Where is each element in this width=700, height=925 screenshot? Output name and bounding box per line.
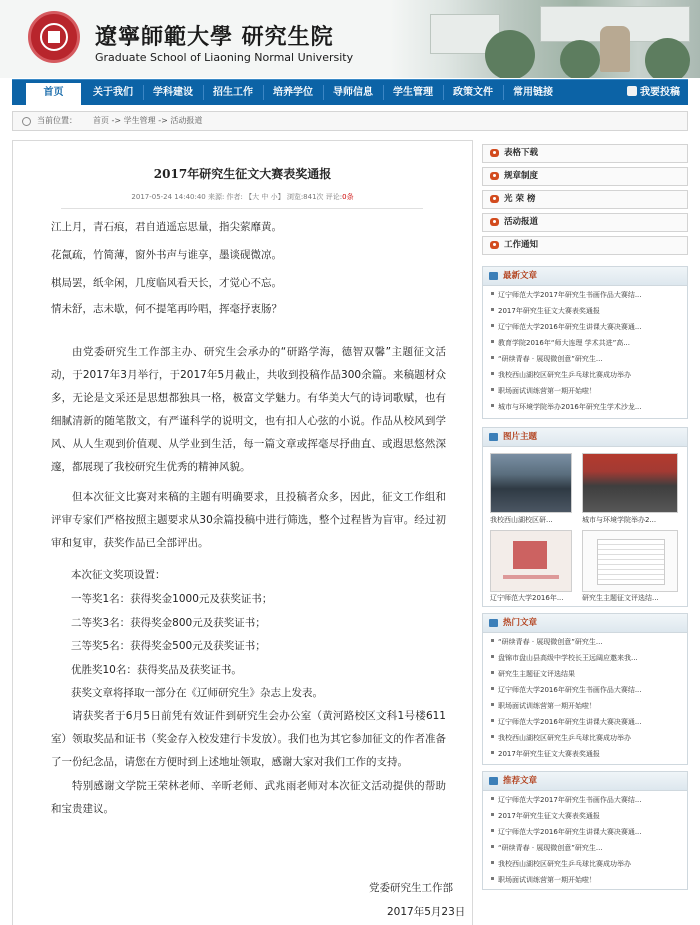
list-item[interactable]: 辽宁师范大学2017年研究生书画作品大赛结... <box>491 794 681 806</box>
latest-articles-box <box>482 266 688 419</box>
award-item: 优胜奖10名：获得奖品及获奖证书。 <box>71 664 242 676</box>
nav-links[interactable]: 常用链接 <box>513 87 553 98</box>
recommended-articles-box <box>482 771 688 890</box>
hot-articles-title: 热门文章 <box>483 614 687 633</box>
poem-line: 情未舒，志未歇，何不提笔再吟唱，挥毫抒衷肠？ <box>51 303 282 315</box>
bullet-icon <box>490 241 499 249</box>
bullet-icon <box>490 149 499 157</box>
list-item[interactable]: 2017年研究生征文大赛表奖通报 <box>491 810 681 822</box>
poem-line: 花氤疏，竹简薄，窗外书声与谁享，墨谈砚微凉。 <box>51 249 282 261</box>
quick-link-label: 光 荣 榜 <box>504 194 536 204</box>
nav-student-affairs[interactable]: 学生管理 <box>393 87 433 98</box>
article-paragraph: 但本次征文比赛对来稿的主题有明确要求，且投稿者众多，因此，征文工作组和评审专家们严格按照主题要求从30余篇投稿中进行筛选，整个过程皆为盲审。经过初审和复审，获奖作品已全部评出。 <box>51 491 446 549</box>
award-item: 三等奖5名：获得奖金500元及获奖证书； <box>71 640 266 652</box>
photo-thumbnail[interactable] <box>490 530 572 592</box>
award-item: 二等奖3名：获得奖金800元及获奖证书； <box>71 617 266 629</box>
quick-link-label: 规章制度 <box>504 171 539 181</box>
quick-link-notices[interactable] <box>482 236 688 255</box>
list-item[interactable]: 职场面试训练营第一期开始啦！ <box>491 385 681 397</box>
quick-link-reports[interactable] <box>482 213 688 232</box>
photo-thumbnail[interactable] <box>582 530 678 592</box>
nav-about[interactable]: 关于我们 <box>93 87 133 98</box>
pencil-icon <box>627 86 637 96</box>
breadcrumb-label: 当前位置： <box>37 116 77 125</box>
nav-training[interactable]: 培养学位 <box>273 87 313 98</box>
location-icon <box>22 117 31 126</box>
awards-intro: 本次征文奖项设置： <box>71 569 166 581</box>
list-item[interactable]: “研续青春 · 展现微创意”研究生... <box>491 842 681 854</box>
list-item[interactable]: “研续青春 · 展现微创意”研究生... <box>491 636 681 648</box>
list-item[interactable]: 盘锦市盘山县高级中学校长王远阔应邀来我... <box>491 652 681 664</box>
quick-link-label: 表格下载 <box>504 148 539 158</box>
list-item[interactable]: 2017年研究生征文大赛表奖通报 <box>491 305 681 317</box>
signature-date: 2017年5月23日 <box>387 906 466 918</box>
award-item: 一等奖1名：获得奖金1000元及获奖证书； <box>71 593 273 605</box>
bullet-icon <box>490 218 499 226</box>
list-item[interactable]: 职场面试训练营第一期开始啦！ <box>491 874 681 886</box>
bullet-icon <box>490 172 499 180</box>
site-subtitle: Graduate School of Liaoning Normal University <box>95 51 354 64</box>
site-title: 遼寧師範大學 研究生院 <box>95 24 334 50</box>
article-meta <box>13 192 472 202</box>
quick-link-label: 工作通知 <box>504 240 539 250</box>
list-item[interactable]: 辽宁师范大学2017年研究生书画作品大赛结... <box>491 289 681 301</box>
breadcrumb-path[interactable]: 首页 -> 学生管理 -> 活动报道 <box>93 116 203 125</box>
comment-count[interactable]: 0条 <box>342 193 354 201</box>
list-item[interactable]: 我校西山湖校区研究生乒乓球比赛成功举办 <box>491 858 681 870</box>
quick-link-label: 活动报道 <box>504 217 539 227</box>
signature-org: 党委研究生工作部 <box>369 882 453 894</box>
quick-link-rules[interactable] <box>482 167 688 186</box>
bullet-icon <box>490 195 499 203</box>
list-item[interactable]: 辽宁师范大学2016年研究生讲课大赛决赛通... <box>491 716 681 728</box>
photo-caption[interactable]: 我校西山湖校区研... <box>490 516 553 524</box>
photo-thumbnail[interactable] <box>582 453 678 513</box>
nav-supervisors[interactable]: 导师信息 <box>333 87 373 98</box>
list-item[interactable]: 辽宁师范大学2016年研究生讲课大赛决赛通... <box>491 826 681 838</box>
list-item[interactable]: 2017年研究生征文大赛表奖通报 <box>491 748 681 760</box>
article-paragraph: 获奖文章将择取一部分在《辽师研究生》杂志上发表。 <box>71 687 323 699</box>
campus-banner-image <box>390 0 700 78</box>
article-paragraph: 特别感谢文学院王荣林老师、辛昕老师、武兆雨老师对本次征文活动提供的帮助和宝贵建议。 <box>51 780 446 815</box>
article-meta-text: 2017-05-24 14:40:40 来源: 作者: 【大 中 小】 浏览:841次 评论: <box>131 193 343 201</box>
list-item[interactable]: “研续青春 · 展现微创意”研究生... <box>491 353 681 365</box>
photo-caption[interactable]: 研究生主题征文评选结... <box>582 594 659 602</box>
photo-caption[interactable]: 辽宁师范大学2016年... <box>490 594 564 602</box>
submit-article-label: 我要投稿 <box>640 87 680 98</box>
nav-home[interactable]: 首页 <box>26 80 81 105</box>
list-item[interactable]: 教育学院2016年“师大连理 学术共进”高... <box>491 337 681 349</box>
recommended-articles-title: 推荐文章 <box>483 772 687 791</box>
picture-topics-title: 图片主题 <box>483 428 687 447</box>
article-title: 2017年研究生征文大赛表奖通报 <box>153 167 332 181</box>
submit-article-button[interactable] <box>627 80 680 105</box>
nav-disciplines[interactable]: 学科建设 <box>153 87 193 98</box>
hot-articles-box <box>482 613 688 765</box>
photo-thumbnail[interactable] <box>490 453 572 513</box>
list-item[interactable]: 辽宁师范大学2016年研究生书画作品大赛结... <box>491 684 681 696</box>
article-panel <box>12 140 473 925</box>
article-paragraph: 由党委研究生工作部主办、研究生会承办的“研路学海，德智双馨”主题征文活动，于2017年3月举行，于2017年5月截止，共收到投稿作品300余篇。来稿题材众多，无论是文采还是思想都独具一格，极富文学魅力。有华美大气的诗词歌赋，也有细腻清新的随笔散文，有严谨科学的说明文，也有扣人心弦的小说。作品从校风到学风、从人生观到价值观、从学业到生活，每一篇文章或挥毫尽抒曲直、或遐思悠然深邃，都展现了我校研究生优秀的精神风貌。 <box>51 346 446 473</box>
nav-admissions[interactable]: 招生工作 <box>213 87 253 98</box>
main-nav <box>12 79 688 105</box>
nav-policies[interactable]: 政策文件 <box>453 87 493 98</box>
breadcrumb <box>12 111 688 131</box>
poem-line: 江上月，青石痕，君自逍遥忘思量，指尖萦靡黄。 <box>51 221 282 233</box>
quick-link-honor[interactable] <box>482 190 688 209</box>
list-item[interactable]: 职场面试训练营第一期开始啦！ <box>491 700 681 712</box>
photo-caption[interactable]: 城市与环境学院举办2... <box>582 516 657 524</box>
list-item[interactable]: 城市与环境学院举办2016年研究生学术沙龙... <box>491 401 681 413</box>
title-divider <box>61 208 423 209</box>
poem-line: 棋局罢，纸伞闲，几度临风看天长，才觉心不忘。 <box>51 277 282 289</box>
latest-articles-title: 最新文章 <box>483 267 687 286</box>
list-item[interactable]: 我校西山湖校区研究生乒乓球比赛成功举办 <box>491 369 681 381</box>
university-logo[interactable] <box>28 11 80 63</box>
list-item[interactable]: 我校西山湖校区研究生乒乓球比赛成功举办 <box>491 732 681 744</box>
list-item[interactable]: 研究生主题征文评选结果 <box>491 668 681 680</box>
site-header <box>0 0 700 78</box>
article-paragraph: 请获奖者于6月5日前凭有效证件到研究生会办公室（黄河路校区文科1号楼611室）领取奖品和证书（奖金存入校发建行卡发放）。我们也为其它参加征文的作者准备了一份纪念品，请您在方便时到上述地址领取，感谢大家对我们工作的支持。 <box>51 710 446 768</box>
list-item[interactable]: 辽宁师范大学2016年研究生讲课大赛决赛通... <box>491 321 681 333</box>
quick-link-forms[interactable] <box>482 144 688 163</box>
